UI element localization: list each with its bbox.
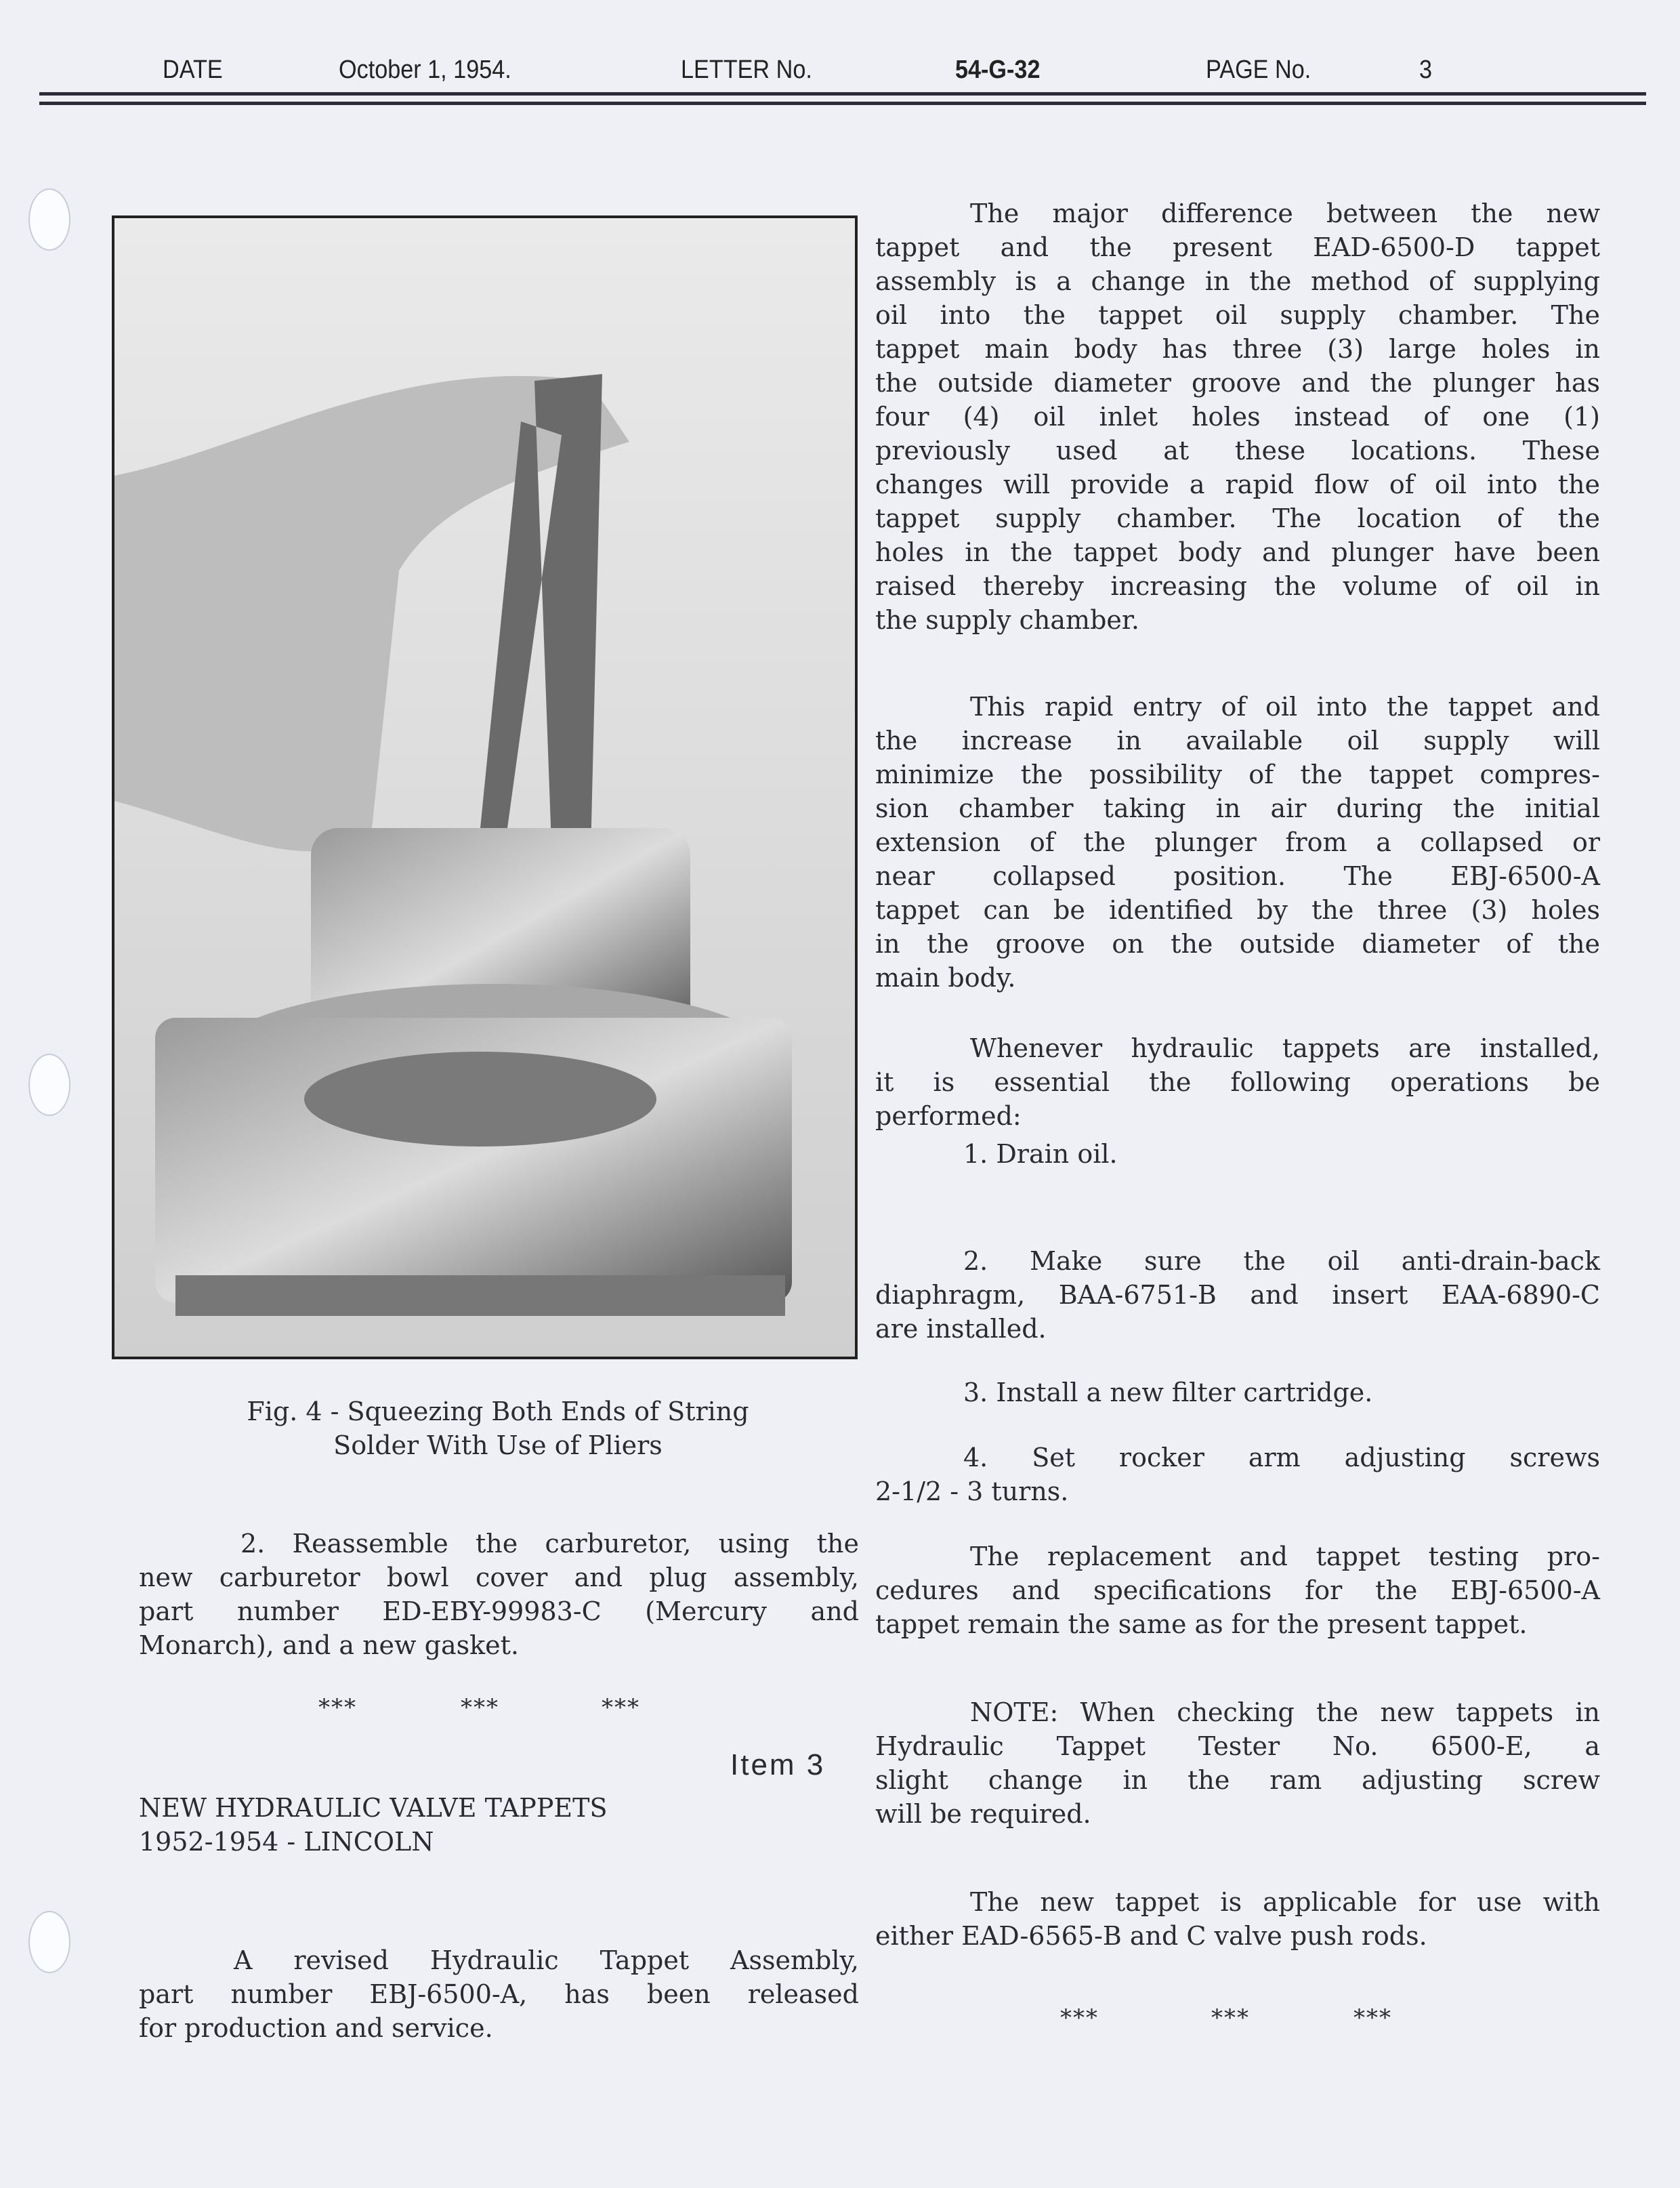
- text-line: 2. Reassemble the carburetor, using the: [240, 1529, 859, 1559]
- text-line: for production and service.: [139, 2013, 493, 2043]
- text-line: either EAD-6565-B and C valve push rods.: [875, 1921, 1427, 1951]
- text-line: four (4) oil inlet holes instead of one (1): [875, 402, 1600, 432]
- text-line: minimize the possibility of the tappet compres-: [875, 760, 1600, 789]
- text-line: extension of the plunger from a collapsed or: [875, 827, 1600, 857]
- separator: [461, 1694, 499, 1721]
- text-line: performed:: [875, 1101, 1022, 1131]
- figure-caption: [139, 1395, 857, 1462]
- text-line: the supply chamber.: [875, 605, 1139, 635]
- text-line: This rapid entry of oil into the tappet and: [970, 692, 1600, 722]
- text-line: 2. Make sure the oil anti-drain-back: [963, 1246, 1600, 1276]
- page-number: 3: [1419, 56, 1433, 84]
- punch-hole: [28, 1911, 70, 1973]
- separator-stars: ***: [461, 1694, 499, 1721]
- step-4: [875, 1441, 1600, 1508]
- text-line: the increase in available oil supply will: [875, 726, 1600, 756]
- text-line: tappet supply chamber. The location of the: [875, 503, 1600, 533]
- paragraph-major-difference: [875, 197, 1600, 637]
- text-line: A revised Hydraulic Tappet Assembly,: [234, 1945, 859, 1975]
- punch-hole: [28, 1054, 70, 1116]
- step-1: [875, 1137, 1600, 1171]
- text-line: 1. Drain oil.: [963, 1139, 1118, 1169]
- separator-stars: ***: [602, 1694, 640, 1721]
- header-rule-bottom: [39, 102, 1646, 105]
- text-line: are installed.: [875, 1314, 1047, 1344]
- item-3-label: Item 3: [730, 1748, 826, 1781]
- text-line: in the groove on the outside diameter of the: [875, 929, 1600, 959]
- text-line: part number EBJ-6500-A, has been released: [139, 1979, 859, 2009]
- separator: [1211, 2004, 1250, 2031]
- text-line: oil into the tappet oil supply chamber. The: [875, 300, 1600, 330]
- text-line: near collapsed position. The EBJ-6500-A: [875, 861, 1600, 891]
- separator-stars: ***: [1060, 2004, 1099, 2031]
- paragraph-whenever: [875, 1031, 1600, 1133]
- text-line: part number ED-EBY-99983-C (Mercury and: [139, 1596, 859, 1626]
- text-line: it is essential the following operations be: [875, 1067, 1600, 1097]
- note-paragraph: [875, 1695, 1600, 1831]
- paragraph-applicable: [875, 1885, 1600, 1953]
- paragraph-reassemble: [139, 1527, 859, 1662]
- text-line: cedures and specifications for the EBJ-6500-A: [875, 1575, 1600, 1605]
- text-line: Monarch), and a new gasket.: [139, 1630, 520, 1660]
- separator: [318, 1694, 357, 1721]
- separator-stars: ***: [1211, 2004, 1250, 2031]
- text-line: holes in the tappet body and plunger have been: [875, 537, 1600, 567]
- text-line: tappet can be identified by the three (3) holes: [875, 895, 1600, 925]
- text-line: slight change in the ram adjusting screw: [875, 1765, 1600, 1795]
- text-line: tappet remain the same as for the present tappet.: [875, 1609, 1528, 1639]
- separator: [1060, 2004, 1099, 2031]
- paragraph-replacement: [875, 1540, 1600, 1641]
- header-rule-top: [39, 92, 1646, 96]
- text-line: assembly is a change in the method of supplying: [875, 266, 1600, 296]
- separator-stars: ***: [318, 1694, 357, 1721]
- text-line: sion chamber taking in air during the initial: [875, 793, 1600, 823]
- text-line: the outside diameter groove and the plunger has: [875, 368, 1600, 398]
- date-label: DATE: [163, 56, 223, 84]
- paragraph-rapid-entry: [875, 690, 1600, 995]
- text-line: tappet and the present EAD-6500-D tappet: [875, 232, 1600, 262]
- text-line: Solder With Use of Pliers: [333, 1430, 663, 1460]
- separator-stars: ***: [1353, 2004, 1392, 2031]
- text-line: The replacement and tappet testing pro-: [970, 1542, 1600, 1571]
- section-heading: [139, 1791, 859, 1859]
- text-line: 1952-1954 - LINCOLN: [139, 1827, 434, 1857]
- text-line: previously used at these locations. These: [875, 436, 1600, 466]
- text-line: NOTE: When checking the new tappets in: [970, 1697, 1600, 1727]
- text-line: changes will provide a rapid flow of oil into the: [875, 470, 1600, 499]
- carburetor-pliers-image: [114, 218, 855, 1357]
- text-line: 4. Set rocker arm adjusting screws: [963, 1443, 1600, 1472]
- step-3: [875, 1376, 1600, 1409]
- text-line: The new tappet is applicable for use with: [970, 1887, 1600, 1917]
- separator: [602, 1694, 640, 1721]
- letter-label: LETTER No.: [681, 56, 812, 84]
- text-line: raised thereby increasing the volume of oil in: [875, 571, 1600, 601]
- text-line: Hydraulic Tappet Tester No. 6500-E, a: [875, 1731, 1600, 1761]
- text-line: NEW HYDRAULIC VALVE TAPPETS: [139, 1793, 608, 1823]
- text-line: 2-1/2 - 3 turns.: [875, 1477, 1069, 1506]
- text-line: Whenever hydraulic tappets are installed,: [970, 1033, 1600, 1063]
- page-label: PAGE No.: [1206, 56, 1311, 84]
- text-line: 3. Install a new filter cartridge.: [963, 1378, 1373, 1407]
- paragraph-revised-tappet: [139, 1943, 859, 2045]
- date-value: October 1, 1954.: [339, 56, 511, 84]
- step-2: [875, 1244, 1600, 1346]
- text-line: main body.: [875, 963, 1016, 993]
- letter-number: 54-G-32: [955, 56, 1041, 84]
- text-line: diaphragm, BAA-6751-B and insert EAA-6890-C: [875, 1280, 1600, 1310]
- text-line: will be required.: [875, 1799, 1091, 1829]
- punch-hole: [28, 188, 70, 251]
- text-line: tappet main body has three (3) large holes in: [875, 334, 1600, 364]
- figure-4-photo: [112, 215, 858, 1359]
- separator: [1353, 2004, 1392, 2031]
- text-line: Fig. 4 - Squeezing Both Ends of String: [247, 1397, 749, 1426]
- text-line: new carburetor bowl cover and plug assembly,: [139, 1563, 859, 1592]
- text-line: The major difference between the new: [970, 199, 1600, 228]
